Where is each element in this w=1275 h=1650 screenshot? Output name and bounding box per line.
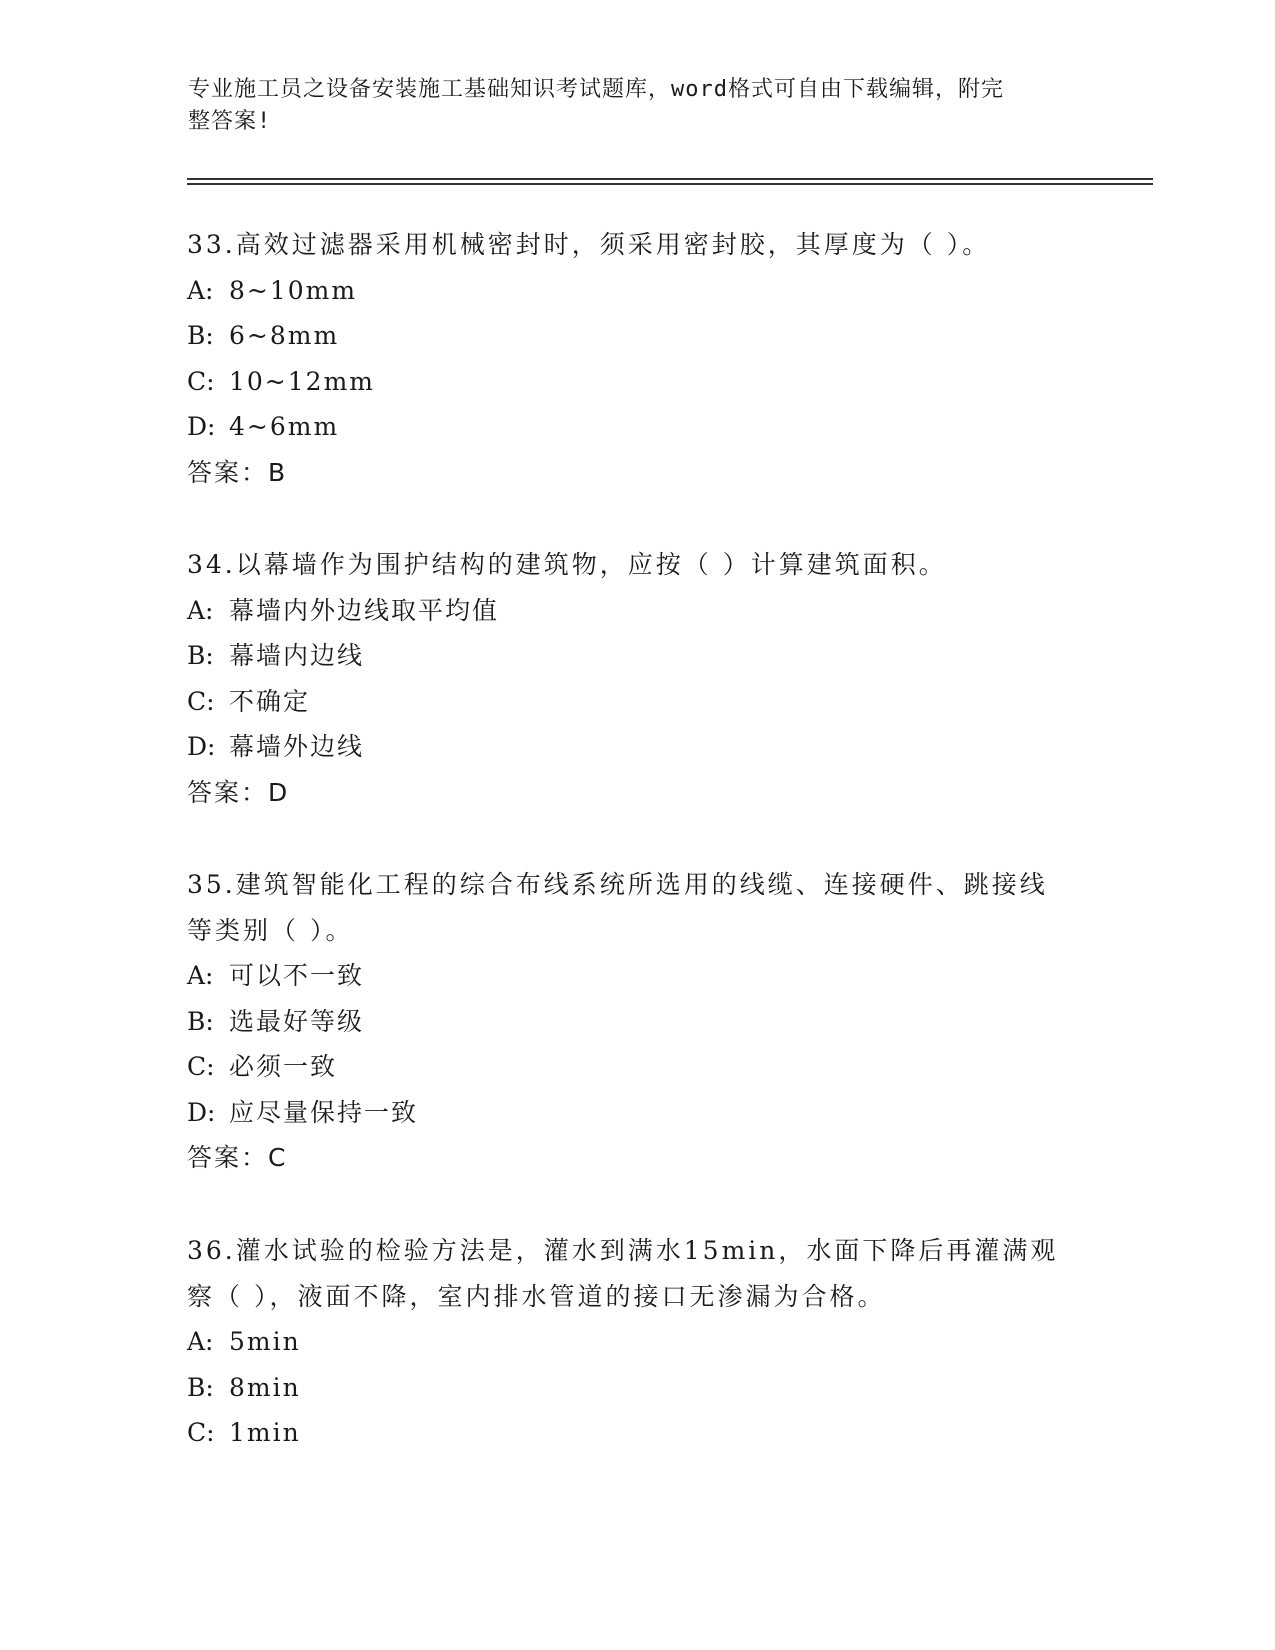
question-34	[187, 542, 1087, 815]
option-text: 8min	[229, 1372, 301, 1402]
option-text: 不确定	[229, 686, 311, 716]
option-text: 幕墙外边线	[229, 732, 365, 761]
header-rule-top	[187, 178, 1153, 180]
option-d	[187, 404, 1087, 450]
option-label: B:	[187, 641, 214, 670]
option-a	[187, 1319, 1087, 1365]
option-label: D:	[187, 1097, 216, 1127]
option-label: A:	[187, 275, 214, 305]
answer: 答案：C	[187, 1143, 288, 1172]
question-stem-continued: 察（ ），液面不降，室内排水管道的接口无渗漏为合格。	[187, 1281, 886, 1311]
option-a	[187, 953, 1087, 999]
question-33	[187, 222, 1087, 495]
option-a	[187, 588, 1087, 634]
option-b	[187, 1365, 1087, 1411]
option-label: D:	[187, 732, 216, 761]
option-text: 5min	[229, 1327, 301, 1356]
option-d	[187, 1090, 1087, 1136]
question-stem: 34.以幕墙作为围护结构的建筑物，应按（ ）计算建筑面积。	[187, 550, 947, 579]
option-label: B:	[187, 1372, 214, 1402]
option-label: B:	[187, 321, 214, 350]
option-b	[187, 999, 1087, 1045]
option-label: D:	[187, 412, 216, 441]
option-text: 可以不一致	[229, 961, 365, 990]
option-text: 必须一致	[229, 1052, 338, 1081]
question-stem: 36.灌水试验的检验方法是，灌水到满水15min，水面下降后再灌满观	[187, 1236, 1059, 1265]
option-label: C:	[187, 1052, 215, 1081]
option-text: 1min	[229, 1418, 301, 1447]
option-text: 4~6mm	[229, 412, 340, 441]
question-stem: 33.高效过滤器采用机械密封时，须采用密封胶，其厚度为（ ）。	[187, 230, 991, 259]
header-line-2: 整答案!	[188, 109, 272, 134]
header-line-1: 专业施工员之设备安装施工基础知识考试题库，word格式可自由下载编辑，附完	[188, 77, 1004, 102]
option-text: 应尽量保持一致	[229, 1097, 419, 1127]
question-stem: 35.建筑智能化工程的综合布线系统所选用的线缆、连接硬件、跳接线	[187, 870, 1048, 899]
answer: 答案：B	[187, 457, 288, 487]
option-c	[187, 1044, 1087, 1090]
header-rule-bottom	[187, 183, 1153, 185]
option-label: B:	[187, 1006, 214, 1036]
question-stem-continued: 等类别（ ）。	[187, 915, 354, 945]
option-text: 选最好等级	[229, 1006, 365, 1036]
option-text: 10~12mm	[229, 366, 375, 396]
option-d	[187, 724, 1087, 770]
option-text: 幕墙内边线	[229, 641, 365, 670]
option-c	[187, 1410, 1087, 1456]
option-text: 幕墙内外边线取平均值	[229, 595, 500, 625]
answer: 答案：D	[187, 777, 290, 807]
option-label: C:	[187, 366, 215, 396]
option-a	[187, 268, 1087, 314]
option-text: 6~8mm	[229, 321, 340, 350]
option-c	[187, 679, 1087, 725]
question-35	[187, 862, 1087, 1181]
document-header	[188, 74, 1068, 138]
option-label: C:	[187, 686, 215, 716]
question-36	[187, 1228, 1087, 1456]
option-label: C:	[187, 1418, 215, 1447]
option-text: 8~10mm	[229, 275, 358, 305]
option-b	[187, 313, 1087, 359]
option-c	[187, 359, 1087, 405]
option-label: A:	[187, 961, 214, 990]
option-label: A:	[187, 595, 214, 625]
option-label: A:	[187, 1327, 214, 1356]
option-b	[187, 633, 1087, 679]
